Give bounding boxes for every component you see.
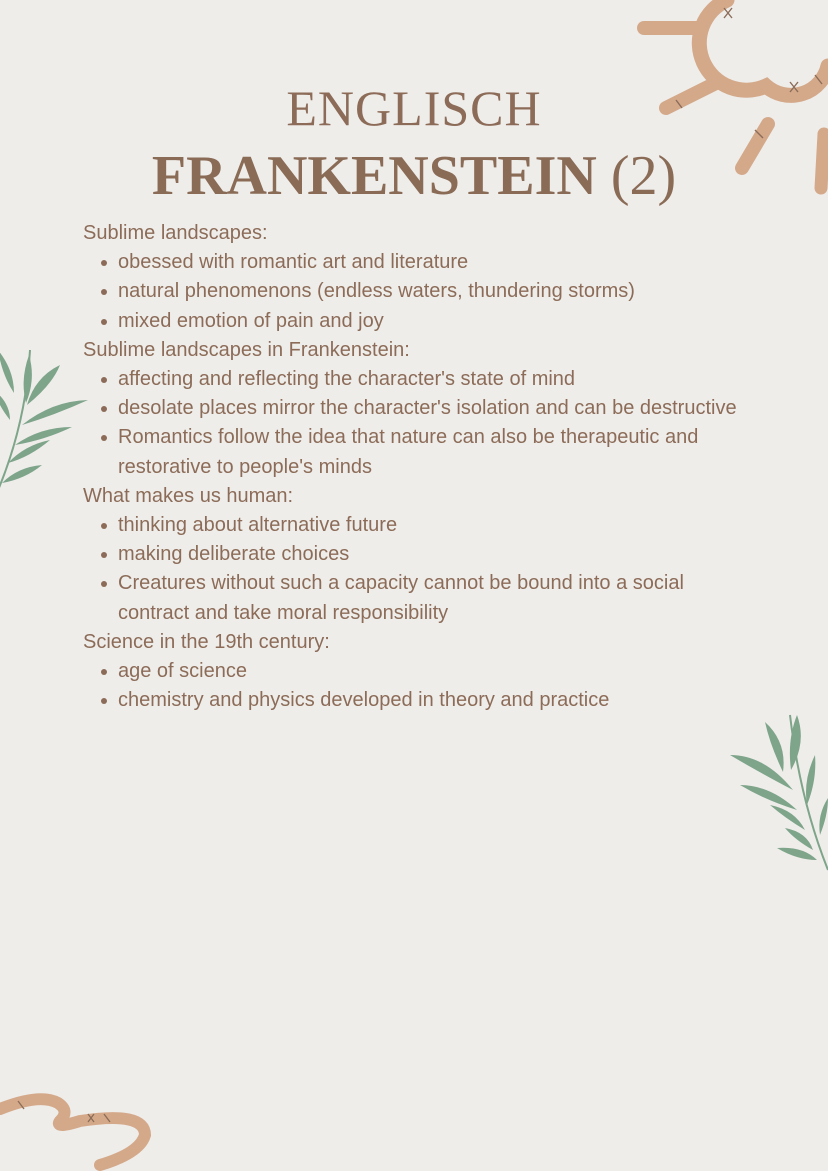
list-item: thinking about alternative future <box>118 511 743 540</box>
list-item: chemistry and physics developed in theory and practice <box>118 686 743 715</box>
bullet-list <box>83 511 743 628</box>
subject-title: ENGLISCH <box>286 80 542 136</box>
topic-title <box>0 144 828 208</box>
leaf-branch-left-decoration <box>0 345 95 505</box>
list-item: natural phenomenons (endless waters, thundering storms) <box>118 277 743 306</box>
topic-name: FRANKENSTEIN <box>151 145 597 207</box>
list-item: obessed with romantic art and literature <box>118 248 743 277</box>
list-item: mixed emotion of pain and joy <box>118 307 743 336</box>
bullet-list <box>83 365 743 482</box>
list-item: Creatures without such a capacity cannot be bound into a social contract and take moral responsibility <box>118 569 743 627</box>
section-heading: Science in the 19th century: <box>83 630 330 653</box>
notes-content <box>83 219 743 715</box>
list-item: desolate places mirror the character's isolation and can be destructive <box>118 394 743 423</box>
wavy-line-decoration <box>0 1085 170 1171</box>
section-heading: Sublime landscapes in Frankenstein: <box>83 338 410 361</box>
bullet-list <box>83 248 743 336</box>
section-science-19th-century <box>83 628 743 716</box>
leaf-branch-right-decoration <box>725 710 828 875</box>
bullet-list <box>83 657 743 715</box>
list-item: Romantics follow the idea that nature can also be therapeutic and restorative to people's minds <box>118 423 743 481</box>
section-sublime-landscapes-in-frankenstein <box>83 336 743 482</box>
list-item: making deliberate choices <box>118 540 743 569</box>
section-heading: What makes us human: <box>83 484 294 507</box>
section-heading: Sublime landscapes: <box>83 222 268 244</box>
section-what-makes-us-human <box>83 482 743 628</box>
topic-part-number: (2) <box>610 145 677 207</box>
list-item: affecting and reflecting the character's state of mind <box>118 365 743 394</box>
section-sublime-landscapes <box>83 219 743 336</box>
list-item: age of science <box>118 657 743 686</box>
